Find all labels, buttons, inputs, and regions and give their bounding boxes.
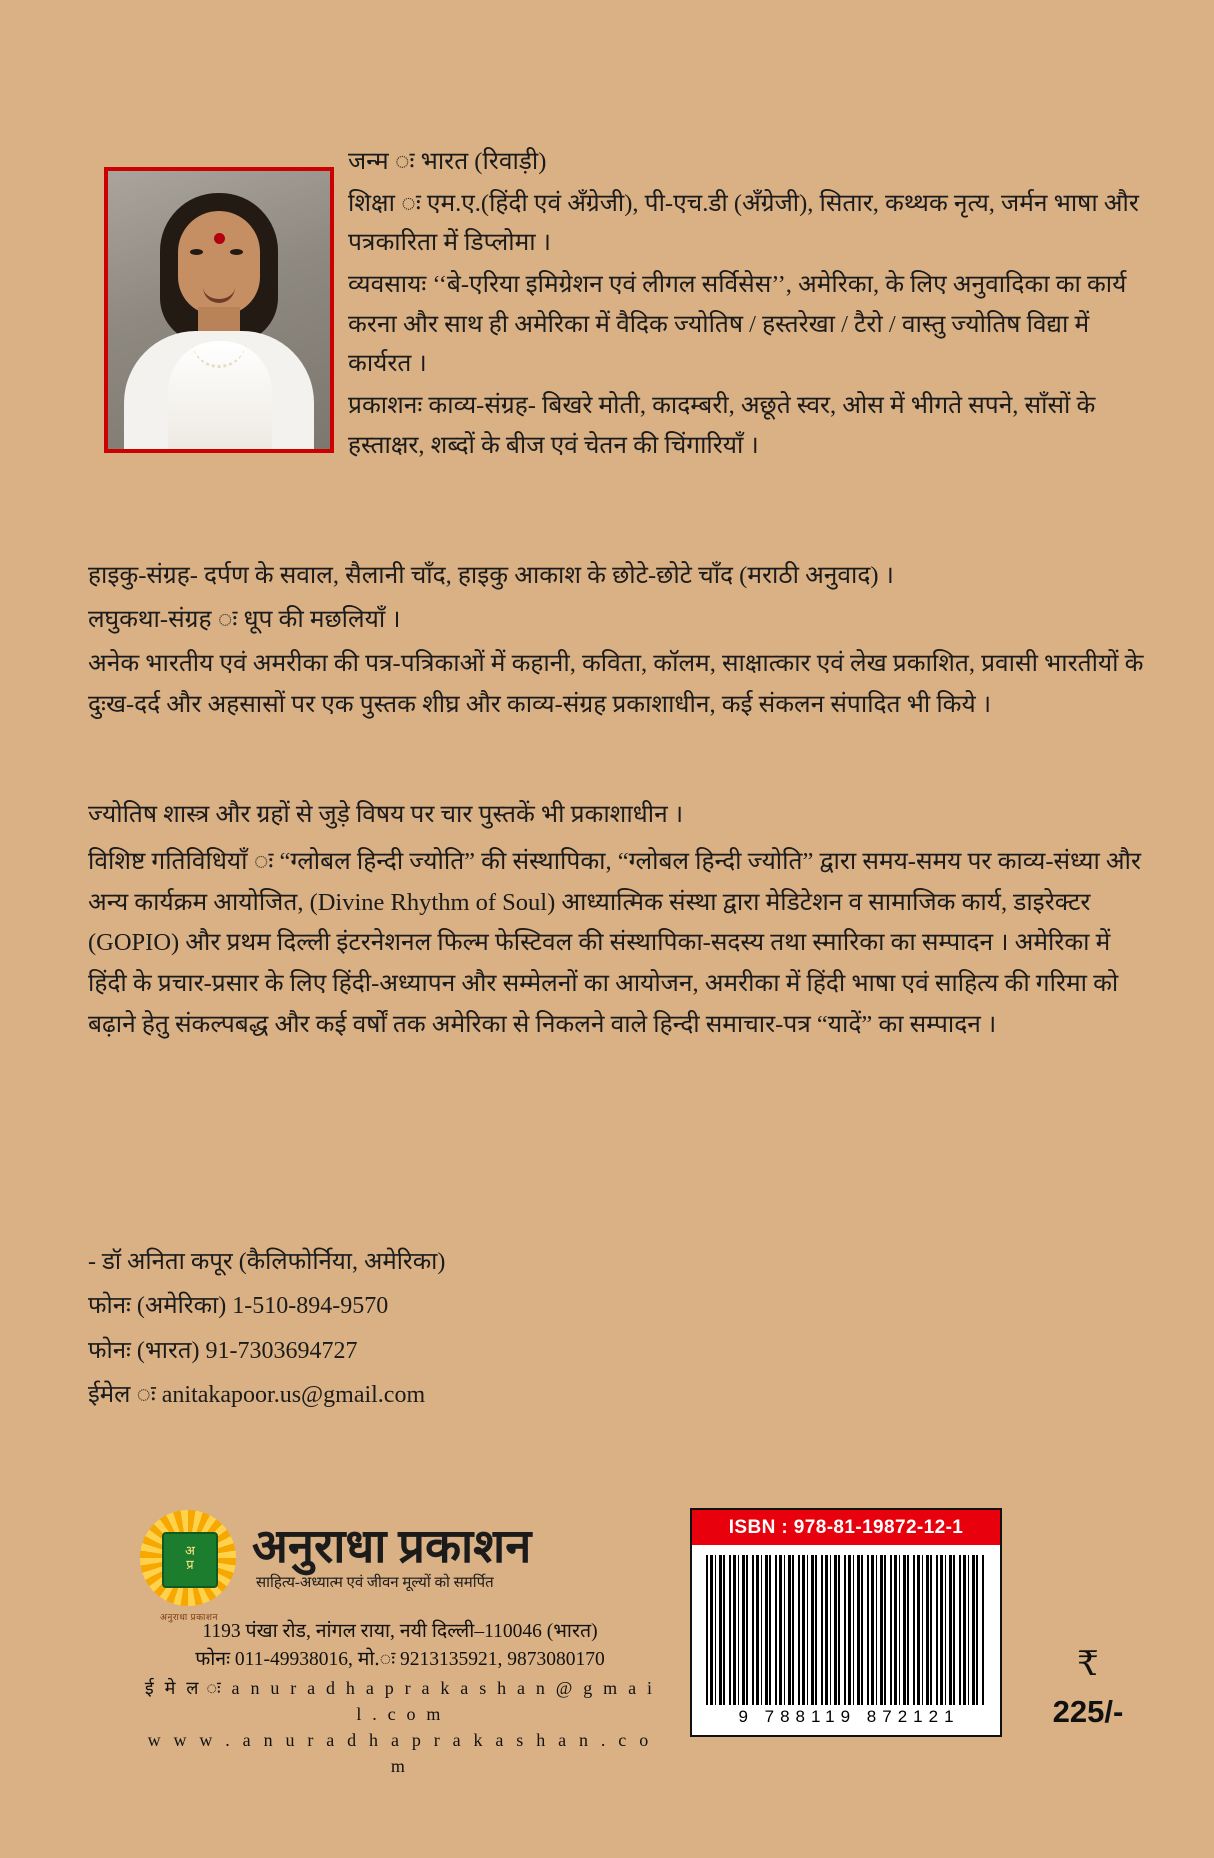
bio-line-haiku: हाइकु-संग्रह- दर्पण के सवाल, सैलानी चाँद, हाइकु आकाश के छोटे-छोटे चाँद (मराठी अनुवाद) ।	[88, 562, 894, 589]
contact-block	[88, 1240, 988, 1418]
price-value: 225/-	[1052, 1694, 1124, 1729]
price-block	[1028, 1648, 1148, 1730]
publisher-address: 1193 पंखा रोड, नांगल राया, नयी दिल्ली–110046 (भारत)	[202, 1621, 598, 1642]
publisher-address-block	[140, 1618, 660, 1779]
publisher-tagline: साहित्य-अध्यात्म एवं जीवन मूल्यों को समर्पित	[256, 1575, 494, 1591]
bio-line-profession: व्यवसायः ‘‘बे-एरिया इमिग्रेशन एवं लीगल सर्विसेस’’, अमेरिका, के लिए अनुवादिका का कार्य करना और साथ ही अमेरिका में वैदिक ज्योतिष / हस्तरेखा / टैरो / वास्तु ज्योतिष विद्या में कार्यरत ।	[348, 271, 1127, 378]
contact-phone-india: फोनः (भारत) 91-7303694727	[88, 1337, 358, 1364]
publisher-email: ई मे ल ः a n u r a d h a p r a k a s h a n @ g m a i l . c o m	[144, 1677, 656, 1724]
publisher-website: w w w . a n u r a d h a p r a k a s h a n . c o m	[147, 1729, 653, 1776]
currency-symbol: ₹	[1077, 1646, 1099, 1683]
sun-logo-icon	[140, 1510, 236, 1606]
portrait-bindi	[214, 233, 225, 244]
bio-line-short-stories: लघुकथा-संग्रह ः धूप की मछलियाँ ।	[88, 606, 401, 633]
bio-line-education: शिक्षा ः एम.ए.(हिंदी एवं अँग्रेजी), पी-एच.डी (अँग्रेजी), सितार, कथ्थक नृत्य, जर्मन भाषा और पत्रकारिता में डिप्लोमा ।	[348, 189, 1139, 257]
contact-author-name: - डॉ अनिता कपूर (कैलिफोर्निया, अमेरिका)	[88, 1249, 446, 1275]
bio-line-publications: प्रकाशनः काव्य-संग्रह- बिखरे मोती, कादम्बरी, अछूते स्वर, ओस में भीगते सपने, साँसों के हस्ताक्षर, शब्दों के बीज एवं चेतन की चिंगारियाँ ।	[348, 392, 1096, 459]
photo-background	[108, 171, 330, 449]
publisher-logo-caption: अनुराधा प्रकाशन	[160, 1612, 218, 1622]
publisher-monogram-text: अ प्र	[185, 1543, 195, 1573]
bio-line-astrology-books: ज्योतिष शास्त्र और ग्रहों से जुड़े विषय पर चार पुस्तकें भी प्रकाशाधीन ।	[88, 801, 684, 828]
barcode-image	[706, 1555, 986, 1705]
contact-email: ईमेल ः anitakapoor.us@gmail.com	[88, 1382, 426, 1409]
author-photo	[104, 167, 334, 453]
publisher-monogram	[162, 1532, 218, 1588]
publisher-name: अनुराधा प्रकाशन	[252, 1521, 532, 1573]
portrait-eye-left	[190, 249, 203, 255]
publisher-phones: फोनः 011-49938016, मो.ः 9213135921, 9873080170	[195, 1649, 605, 1671]
barcode-digits: 9 788119 872121	[738, 1707, 960, 1726]
bio-indented-block	[348, 142, 1154, 468]
bio-line-magazines: अनेक भारतीय एवं अमरीका की पत्र-पत्रिकाओं में कहानी, कविता, कॉलम, साक्षात्कार एवं लेख प्रकाशित, प्रवासी भारतीयों के दुःख-दर्द और अहसासों पर एक पुस्तक शीघ्र और काव्य-संग्रह प्रकाशाधीन, कई संकलन संपादित भी किये ।	[88, 650, 1144, 718]
portrait-eye-right	[230, 249, 243, 255]
contact-phone-us: फोनः (अमेरिका) 1-510-894-9570	[88, 1293, 389, 1320]
bio-line-birth: जन्म ः भारत (रिवाड़ी)	[348, 148, 547, 175]
isbn-label: ISBN : 978-81-19872-12-1	[692, 1510, 1000, 1545]
bio-line-activities: विशिष्ट गतिविधियाँ ः “ग्लोबल हिन्दी ज्योति” की संस्थापिका, “ग्लोबल हिन्दी ज्योति” द्वारा समय-समय पर काव्य-संध्या और अन्य कार्यक्रम आयोजित, (Divine Rhythm of Soul) आध्यात्मिक संस्था द्वारा मेडिटेशन व सामाजिक कार्य, डाइरेक्टर (GOPIO) और प्रथम दिल्ली इंटरनेशनल फिल्म फेस्टिवल की संस्थापिका-सदस्य तथा स्मारिका का सम्पादन । अमेरिका में हिंदी के प्रचार-प्रसार के लिए हिंदी-अध्यापन और सम्मेलनों का आयोजन, अमरीका में हिंदी भाषा एवं साहित्य की गरिमा को बढ़ाने हेतु संकल्पबद्ध और कई वर्षों तक अमेरिका से निकलने वाले हिन्दी समाचार-पत्र “यादें” का सम्पादन ।	[88, 848, 1142, 1038]
isbn-barcode-box	[690, 1508, 1002, 1737]
